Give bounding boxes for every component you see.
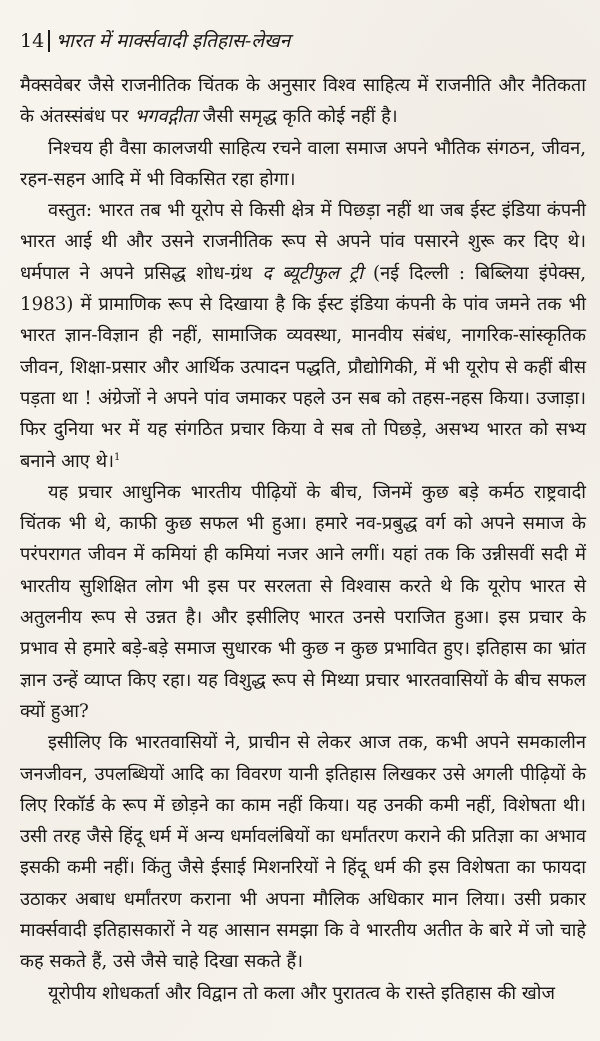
book-title-bhagavadgita: भगवद्गीता xyxy=(134,106,198,128)
paragraph-3: वस्तुत: भारत तब भी यूरोप से किसी क्षेत्र में पिछड़ा नहीं था जब ईस्ट इंडिया कंपनी भारत आई थी और उसने राजनीतिक रूप से अपने पांव पसारने शुरू कर दिए थे। धर्मपाल ने अपने प्रसिद्ध शोध-ग्रंथ द ब्यूटीफुल ट्री (नई दिल्ली : बिब्लिया इंपेक्स, 1983) में प्रामाणिक रूप से दिखाया है कि ईस्ट इंडिया कंपनी के पांव जमने तक भी भारत ज्ञान-विज्ञान ही नहीं, सामाजिक व्यवस्था, मानवीय संबंध, नागरिक-सांस्कृतिक जीवन, शिक्षा-प्रसार और आर्थिक उत्पादन पद्धति, प्रौद्योगिकी, में भी यूरोप से कहीं बीस पड़ता था ! अंग्रेजों ने अपने पांव जमाकर पहले उन सब को तहस-नहस किया। उजाड़ा। फिर दुनिया भर में यह संगठित प्रचार किया वे सब तो पिछड़े, असभ्य भारत को सभ्य बनाने आए थे।$^1$ xyxy=(20,200,586,472)
body-text xyxy=(20,70,586,1009)
paragraph-2: निश्चय ही वैसा कालजयी साहित्य रचने वाला समाज अपने भौतिक संगठन, जीवन, रहन-सहन आदि में भी विकसित रहा होगा। xyxy=(20,137,586,190)
book-title-beautiful-tree: द ब्यूटीफुल ट्री xyxy=(262,262,363,284)
running-header xyxy=(20,28,586,54)
page-number: 14 xyxy=(20,30,45,52)
header-divider xyxy=(48,30,50,52)
paragraph-4: यह प्रचार आधुनिक भारतीय पीढ़ियों के बीच, जिनमें कुछ बड़े कर्मठ राष्ट्रवादी चिंतक भी थे, काफी कुछ सफल भी हुआ। हमारे नव-प्रबुद्ध वर्ग को अपने समाज के परंपरागत जीवन में कमियां ही कमियां नजर आने लगीं। यहां तक कि उन्नीसवीं सदी में भारतीय सुशिक्षित लोग भी इस पर सरलता से विश्वास करते थे कि यूरोप भारत से अतुलनीय रूप से उन्नत है। और इसीलिए भारत उनसे पराजित हुआ। इस प्रचार के प्रभाव से हमारे बड़े-बड़े समाज सुधारक भी कुछ न कुछ प्रभावित हुए। इतिहास का भ्रांत ज्ञान उन्हें व्याप्त किए रहा। यह विशुद्ध रूप से मिथ्या प्रचार भारतवासियों के बीच सफल क्यों हुआ? xyxy=(20,481,586,722)
footnote-marker: 1 xyxy=(114,451,121,463)
paragraph-6: यूरोपीय शोधकर्ता और विद्वान तो कला और पुरातत्व के रास्ते इतिहास की खोज xyxy=(48,982,556,1004)
running-title: भारत में मार्क्सवादी इतिहास-लेखन xyxy=(55,30,291,52)
paragraph-5: इसीलिए कि भारतवासियों ने, प्राचीन से लेकर आज तक, कभी अपने समकालीन जनजीवन, उपलब्धियों आदि का विवरण यानी इतिहास लिखकर उसे अगली पीढ़ियों के लिए रिकॉर्ड के रूप में छोड़ने का काम नहीं किया। यह उनकी कमी नहीं, विशेषता थी। उसी तरह जैसे हिंदू धर्म में अन्य धर्मावलंबियों का धर्मांतरण कराने की प्रतिज्ञा का अभाव इसकी कमी नहीं। किंतु जैसे ईसाई मिशनरियों ने हिंदू धर्म की इस विशेषता का फायदा उठाकर अबाध धर्मांतरण कराना भी अपना मौलिक अधिकार मान लिया। उसी प्रकार मार्क्सवादी इतिहासकारों ने यह आसान समझा कि वे भारतीय अतीत के बारे में जो चाहे कह सकते हैं, उसे जैसे चाहे दिखा सकते हैं। xyxy=(20,732,586,973)
paragraph-1: मैक्सवेबर जैसे राजनीतिक चिंतक के अनुसार विश्व साहित्य में राजनीति और नैतिकता के अंतस्संबंध पर भगवद्गीता जैसी समृद्ध कृति कोई नहीं है। xyxy=(20,75,586,128)
